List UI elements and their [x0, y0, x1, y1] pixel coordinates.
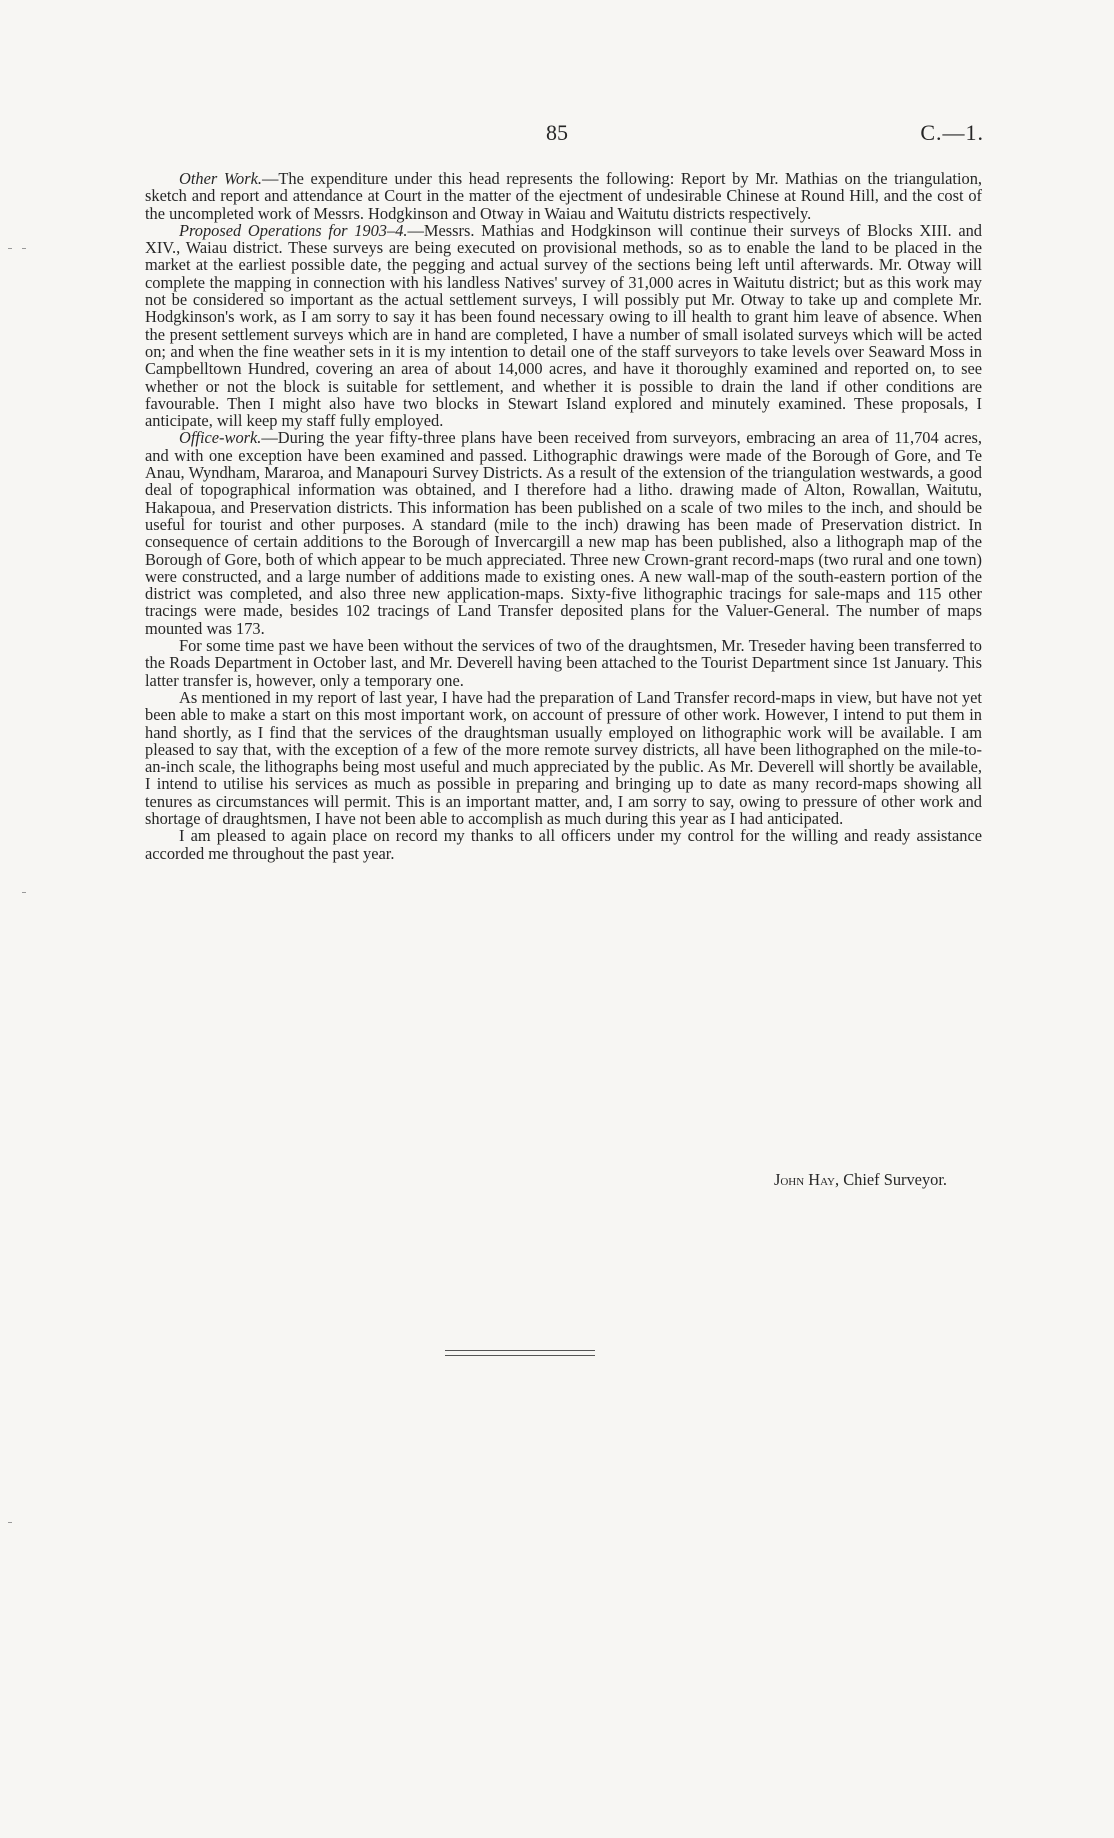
paragraph-thanks [145, 827, 982, 862]
paragraph-heading: Other Work. [179, 169, 262, 188]
paragraph-office-work [145, 429, 982, 637]
margin-speck [8, 1522, 12, 1523]
report-body [145, 170, 982, 862]
paragraph-text: —During the year fifty-three plans have been received from surveyors, embracing an area of 11,704 acres, and with one exception have been examined and passed. Lithographic drawings were made of the Borough of Gore, and Te Anau, Wyndham, Mararoa, and Manapouri Survey Districts. As a result of the extension of the triangulation westwards, a good deal of topographical information was obtained, and I therefore had a litho. drawing made of Alton, Rowallan, Waitutu, Hakapoua, and Preservation districts. This information has been published on a scale of two miles to the inch, and should be useful for tourist and other purposes. A standard (mile to the inch) drawing has been made of Preservation district. In consequence of certain additions to the Borough of Invercargill a new map has been published, also a lithograph map of the Borough of Gore, both of which appear to be much appreciated. Three new Crown-grant record-maps (two rural and one town) were constructed, and a large number of additions made to existing ones. A new wall-map of the south-eastern portion of the district was completed, and also three new application-maps. Sixty-five lithographic tracings for sale-maps and 115 other tracings were made, besides 102 tracings of Land Transfer deposited plans for the Valuer-General. The number of maps mounted was 173. [145, 428, 982, 638]
paragraph-text: I am pleased to again place on record my thanks to all officers under my control for the willing and ready assistance accorded me throughout the past year. [145, 826, 982, 863]
margin-speck [8, 248, 12, 249]
paragraph-draughtsmen [145, 637, 982, 689]
paragraph-text: As mentioned in my report of last year, I have had the preparation of Land Transfer record-maps in view, but have not yet been able to make a start on this most important work, on account of pressure of other work. However, I intend to put them in hand shortly, as I find that the services of the draughtsman usually employed on lithographic work will be available. I am pleased to say that, with the exception of a few of the more remote survey districts, all have been lithographed on the mile-to-an-inch scale, the lithographs being most useful and much appreciated by the public. As Mr. Deverell will shortly be available, I intend to utilise his services as much as possible in preparing and bringing up to date as many record-maps showing all tenures as circumstances will permit. This is an important matter, and, I am sorry to say, owing to pressure of other work and shortage of draughtsmen, I have not been able to accomplish as much during this year as I had anticipated. [145, 687, 982, 828]
signatory-title: , Chief Surveyor. [835, 1170, 947, 1189]
document-code: C.—1. [920, 120, 984, 145]
page-number: 85 [546, 120, 568, 145]
margin-speck [22, 892, 26, 893]
paragraph-heading: Office-work. [179, 428, 262, 448]
signature-line [774, 1170, 947, 1190]
paragraph-heading: Proposed Operations for 1903–4. [179, 220, 408, 240]
closing-rule [445, 1350, 595, 1356]
paragraph-proposed-operations [145, 222, 982, 430]
paragraph-other-work [145, 170, 982, 222]
signatory-name: John Hay [773, 1170, 835, 1189]
margin-speck [22, 248, 26, 249]
paragraph-text: —The expenditure under this head represents the following: Report by Mr. Mathias on the triangulation, sketch and report and attendance at Court in the matter of the ejectment of undesirable Chinese at Round Hill, and the cost of the uncompleted work of Messrs. Hodgkinson and Otway in Waiau and Waitutu districts respectively. [145, 169, 982, 223]
paragraph-record-maps [145, 689, 982, 827]
paragraph-text: —Messrs. Mathias and Hodgkinson will continue their surveys of Blocks XIII. and XIV., Waiau district. These surveys are being executed on provisional methods, so as to enable the land to be placed in the market at the earliest possible date, the pegging and actual survey of the sections being left until afterwards. Mr. Otway will complete the mapping in connection with his landless Natives' survey of 31,000 acres in Waitutu district; but as this work may not be considered so important as the actual settlement surveys, I will possibly put Mr. Otway to take up and complete Mr. Hodgkinson's work, as I am sorry to say it has been found necessary owing to ill health to grant him leave of absence. When the present settlement surveys which are in hand are completed, I have a number of small isolated surveys which will be acted on; and when the fine weather sets in it is my intention to detail one of the staff surveyors to take levels over Seaward Moss in Campbelltown Hundred, covering an area of about 14,000 acres, and have it thoroughly examined and reported on, to see whether or not the block is suitable for settlement, and whether it is possible to drain the land if other conditions are favourable. Then I might also have two blocks in Stewart Island explored and minutely examined. These proposals, I anticipate, will keep my staff fully employed. [145, 220, 982, 431]
paragraph-text: For some time past we have been without the services of two of the draughtsmen, Mr. Treseder having been transferred to the Roads Department in October last, and Mr. Deverell having been attached to the Tourist Department since 1st January. This latter transfer is, however, only a temporary one. [145, 636, 982, 690]
